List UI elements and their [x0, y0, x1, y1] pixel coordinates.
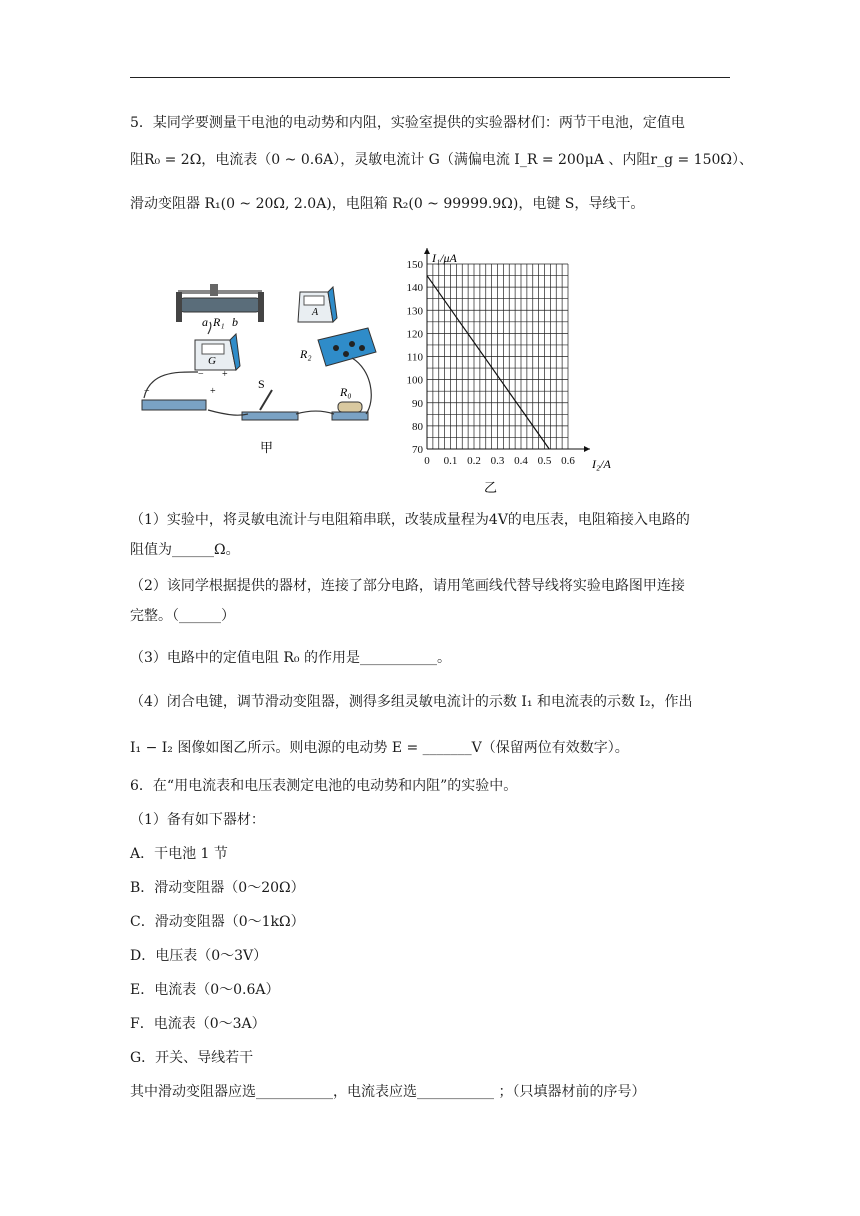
label-g-plus: +	[222, 369, 228, 380]
y-tick-label: 100	[406, 374, 423, 387]
label-a-meter: A	[312, 307, 319, 318]
i1-i2-chart	[407, 248, 612, 495]
label-s: S	[258, 377, 265, 391]
switch-s	[242, 377, 298, 420]
label-batt-plus: +	[210, 386, 216, 397]
q6-item-e: E．电流表（0～0.6A）	[130, 982, 280, 998]
x-tick-label: 0.5	[537, 455, 552, 467]
x-tick-label: 0	[424, 455, 430, 467]
q5-sub2a: （2）该同学根据提供的器材，连接了部分电路，请用笔画线代替导线将实验电路图甲连接	[130, 578, 685, 594]
y-tick-label: 80	[412, 420, 423, 433]
series-line	[427, 276, 549, 449]
x-tick-label: 0.6	[561, 455, 575, 467]
left-figure-caption: 甲	[260, 440, 274, 455]
y-tick-label: 140	[406, 282, 423, 295]
q5-sub3: （3）电路中的定值电阻 R₀ 的作用是___________。	[130, 650, 451, 666]
figure-svg	[140, 240, 620, 495]
q6-item-g: G．开关、导线若干	[130, 1050, 254, 1066]
y-tick-label: 130	[406, 305, 423, 318]
q5-sub1b: 阻值为______Ω。	[130, 542, 240, 558]
q5-line2: 阻R₀ = 2Ω，电流表（0 ~ 0.6A），灵敏电流计 G（满偏电流 I_R = 200μA 、内阻r_g = 150Ω）、	[130, 152, 753, 168]
label-b: b	[232, 315, 238, 329]
chart-series	[427, 276, 549, 449]
right-figure-caption: 乙	[484, 480, 498, 495]
x-axis-arrow	[584, 446, 590, 452]
x-tick-label: 0.2	[467, 455, 481, 467]
apparatus-illustration	[142, 284, 376, 455]
y-tick-label: 70	[412, 444, 423, 456]
top-rule	[130, 77, 730, 78]
y-tick-label: 150	[406, 259, 423, 271]
q6-item-f: F．电流表（0～3A）	[130, 1016, 266, 1032]
battery	[142, 386, 216, 410]
q6-item-c: C．滑动变阻器（0～1kΩ）	[130, 914, 305, 930]
x-tick-label: 0.1	[443, 455, 458, 467]
ammeter-a	[298, 287, 337, 322]
q6-last: 其中滑动变阻器应选___________，电流表应选___________ ；（只填器材前的序号）	[130, 1084, 646, 1100]
q5-sub4a: （4）闭合电键，调节滑动变阻器，测得多组灵敏电流计的示数 I₁ 和电流表的示数 I₂，作出	[130, 694, 693, 710]
q6-item-b: B．滑动变阻器（0～20Ω）	[130, 880, 305, 896]
q6-title: 6．在“用电流表和电压表测定电池的电动势和内阻”的实验中。	[130, 778, 518, 794]
label-r1: R₁	[213, 315, 225, 329]
q5-sub2b: 完整。（______）	[130, 608, 235, 624]
x-tick-label: 0.4	[514, 455, 528, 467]
label-r2: R₂	[300, 347, 312, 361]
resistance-box-r2	[299, 328, 376, 366]
chart-grid	[424, 248, 590, 452]
q5-sub4b: I₁ − I₂ 图像如图乙所示。则电源的电动势 E = _______V（保留两位有效数字）。	[130, 740, 629, 756]
y-axis-label: I₁/μA	[432, 251, 457, 265]
resistor-r0	[332, 385, 368, 420]
y-tick-label: 120	[406, 328, 423, 341]
q5-sub1a: （1）实验中，将灵敏电流计与电阻箱串联，改装成量程为4V的电压表，电阻箱接入电路的	[130, 512, 690, 528]
x-axis-label: I₂/A	[592, 457, 611, 471]
label-g: G	[208, 355, 216, 367]
y-axis-arrow	[424, 248, 430, 254]
label-g-minus: −	[198, 369, 204, 380]
label-batt-minus: −	[144, 386, 150, 397]
q6-item-d: D．电压表（0～3V）	[130, 948, 268, 964]
rheostat-r1	[176, 284, 264, 329]
galvanometer-g	[195, 334, 240, 380]
y-tick-label: 90	[412, 397, 423, 410]
y-tick-label: 110	[406, 351, 423, 364]
q6-sub1: （1）备有如下器材：	[130, 812, 265, 828]
q5-line3: 滑动变阻器 R₁(0 ~ 20Ω, 2.0A)，电阻箱 R₂(0 ~ 99999.9Ω)，电键 S，导线干。	[130, 196, 645, 212]
x-tick-label: 0.3	[490, 455, 505, 467]
label-r0: R₀	[340, 385, 352, 399]
q5-figure	[140, 240, 620, 495]
q6-item-a: A．干电池 1 节	[130, 846, 228, 862]
label-a: a	[202, 315, 208, 329]
q5-line1: 5．某同学要测量干电池的电动势和内阻，实验室提供的实验器材们：两节干电池，定值电	[130, 115, 685, 131]
